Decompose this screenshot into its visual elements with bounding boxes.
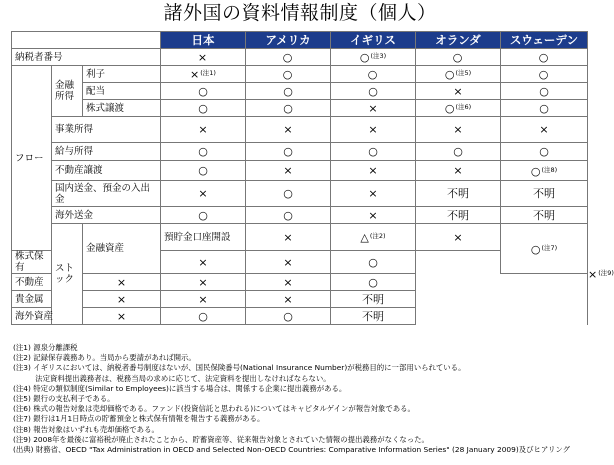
- row-label: 国内送金、預金の入出金: [52, 181, 161, 207]
- cell: ○: [161, 100, 246, 117]
- cell: ○: [246, 49, 331, 66]
- cell: ×: [331, 207, 416, 224]
- table-row-savings-account: ストック 金融資産 預貯金口座開設 × △$^{(注2)}$ × ○$^{(注7)}$ ×$^{(注9)}$: [12, 224, 588, 251]
- note-ref: (注3): [370, 52, 387, 60]
- header-uk: イギリス: [331, 32, 416, 49]
- cell: ×: [161, 181, 246, 207]
- cell: ○: [161, 161, 246, 181]
- cell: ×: [161, 49, 246, 66]
- page-title: 諸外国の資料情報制度（個人）: [163, 2, 437, 24]
- note-ref: (注8): [541, 165, 558, 174]
- row-label: 事業所得: [52, 117, 161, 143]
- cell: ○: [161, 143, 246, 161]
- cell: 不明: [501, 207, 588, 224]
- cell: ○: [246, 100, 331, 117]
- table-row-precious-metals: [12, 291, 588, 308]
- table-row-real-estate-transfer: [12, 161, 588, 181]
- cell: ×: [501, 117, 588, 143]
- cell: 不明: [331, 291, 416, 308]
- cell: ○: [331, 251, 416, 274]
- cell: ×: [331, 181, 416, 207]
- footnote: (注2) 記録保存義務あり。当局から要請があれば開示。: [13, 353, 196, 363]
- cell: ×: [331, 161, 416, 181]
- cell: ○: [416, 143, 501, 161]
- cell: ×: [416, 224, 501, 251]
- cell: ×: [416, 161, 501, 181]
- footnote: (注8) 報告対象はいずれも売却価格である。: [13, 424, 159, 434]
- footnote: (注6) 株式の報告対象は売却価格である。ファンド(投資信託と思われる)についてはキャピタルゲインが報告対象である。: [13, 404, 415, 414]
- cell: ○: [246, 308, 331, 325]
- cell: ○$^{(注3)}$: [331, 49, 416, 66]
- note-ref: (注7): [541, 243, 558, 252]
- group-financial-income: 金融所得: [52, 66, 83, 117]
- header-row: [12, 32, 588, 49]
- row-label: 配当: [83, 83, 161, 100]
- cell: ×: [246, 117, 331, 143]
- cell: ○: [501, 143, 588, 161]
- header-usa: アメリカ: [246, 32, 331, 49]
- cell: ×: [161, 291, 246, 308]
- cell: ×: [246, 251, 331, 274]
- row-label: 預貯金口座開設: [161, 224, 246, 251]
- cell: ○$^{(注8)}$: [501, 161, 588, 181]
- cell: ×: [416, 117, 501, 143]
- note-ref: (注2): [369, 232, 386, 240]
- cell: ○: [246, 66, 331, 83]
- footnote: (注1) 源泉分離課税: [13, 343, 78, 352]
- cell: ○: [331, 274, 416, 291]
- table-row-stock-transfer: [12, 100, 588, 117]
- cell: ○: [246, 143, 331, 161]
- row-label: 株式保有: [12, 251, 52, 274]
- group-financial-assets: 金融資産: [83, 224, 161, 274]
- table-row-overseas-assets: [12, 308, 588, 325]
- cell: ×: [161, 274, 246, 291]
- cell: ○: [161, 308, 246, 325]
- row-label: 貴金属: [12, 291, 83, 308]
- header-corner: [12, 32, 161, 49]
- cell: ×: [83, 274, 161, 291]
- footnote: (注9) 2008年を最後に富裕税が廃止されたことから、貯蓄資産等、従来報告対象とされていた情報の提出義務がなくなった。: [13, 434, 429, 444]
- row-label: 納税者番号: [12, 49, 161, 66]
- cell-netherlands-financial-assets: ○$^{(注7)}$: [501, 224, 588, 274]
- cell: ×: [83, 291, 161, 308]
- section-stock: ストック: [52, 224, 83, 325]
- table-row-domestic-remittance: [12, 181, 588, 207]
- table-row-overseas-remittance: [12, 207, 588, 224]
- footnotes: [13, 343, 593, 455]
- row-label: 給与所得: [52, 143, 161, 161]
- cell: ○: [246, 181, 331, 207]
- cell: ○: [501, 83, 588, 100]
- cell: ○$^{(注6)}$: [416, 100, 501, 117]
- cell: ×$^{(注1)}$: [161, 66, 246, 83]
- cell: △$^{(注2)}$: [331, 224, 416, 251]
- cell: ○: [331, 66, 416, 83]
- row-label: 海外資産: [12, 308, 83, 325]
- cell: ○: [501, 49, 588, 66]
- header-netherlands: オランダ: [416, 32, 501, 49]
- section-flow: フロー: [12, 66, 52, 251]
- note-ref: (注6): [455, 103, 472, 111]
- header-sweden: スウェーデン: [501, 32, 588, 49]
- cell: ×: [246, 274, 331, 291]
- cell: ○: [416, 49, 501, 66]
- footnote: (注7) 銀行は1月1日時点の貯蓄預金と株式保有情報を報告する義務がある。: [13, 414, 265, 424]
- cell: 不明: [331, 308, 416, 325]
- cell: 不明: [416, 181, 501, 207]
- table-row-real-estate: [12, 274, 588, 291]
- row-label: 不動産: [12, 274, 83, 291]
- cell: ○: [331, 143, 416, 161]
- cell: 不明: [416, 207, 501, 224]
- table-row-interest: [12, 66, 588, 83]
- note-ref: (注1): [200, 69, 216, 77]
- table-row-dividend: [12, 83, 588, 100]
- cell: ○: [161, 207, 246, 224]
- cell: ○: [246, 83, 331, 100]
- cell: ×: [246, 224, 331, 251]
- cell: ×: [331, 100, 416, 117]
- cell: ×: [416, 83, 501, 100]
- footnote: (注5) 銀行の支払利子である。: [13, 394, 115, 404]
- row-label: 不動産譲渡: [52, 161, 161, 181]
- cell: ○: [161, 83, 246, 100]
- table-row-taxpayer-number: [12, 49, 588, 66]
- cell: 不明: [501, 181, 588, 207]
- footnote: (注3) イギリスにおいては、納税者番号制度はないが、国民保険番号(National Insurance Number)が税務目的に一部用いられている。: [13, 363, 466, 373]
- header-japan: 日本: [161, 32, 246, 49]
- cell: ×: [246, 291, 331, 308]
- cell: ×: [331, 117, 416, 143]
- cell: ○: [501, 66, 588, 83]
- cell: ○: [501, 100, 588, 117]
- note-ref: (注9): [598, 269, 614, 277]
- row-label: 海外送金: [52, 207, 161, 224]
- footnote-source: (出典) 財務省、OECD "Tax Administration in OECD and Selected Non-OECD Countries: Comparative Information Series" (28 January 2009)及びヒアリング: [13, 445, 570, 455]
- cell: ○: [246, 207, 331, 224]
- row-label: 株式譲渡: [83, 100, 161, 117]
- cell: ×: [83, 308, 161, 325]
- cell: ×: [161, 117, 246, 143]
- comparison-table-wrap: [11, 31, 614, 325]
- footnote: (注4) 特定の類似制度(Similar to Employees)に該当する場合は、関係する企業に提出義務がある。: [13, 383, 347, 393]
- note-ref: (注5): [455, 69, 472, 77]
- comparison-table: [11, 31, 614, 325]
- cell: ○$^{(注5)}$: [416, 66, 501, 83]
- table-row-salary-income: [12, 143, 588, 161]
- cell: ×: [246, 161, 331, 181]
- row-label: 利子: [83, 66, 161, 83]
- table-row-business-income: [12, 117, 588, 143]
- cell: ×: [161, 251, 246, 274]
- cell: ○: [331, 83, 416, 100]
- footnote: 法定資料提出義務者は、税務当局の求めに応じて、法定資料を提出しなければならない。: [13, 373, 331, 383]
